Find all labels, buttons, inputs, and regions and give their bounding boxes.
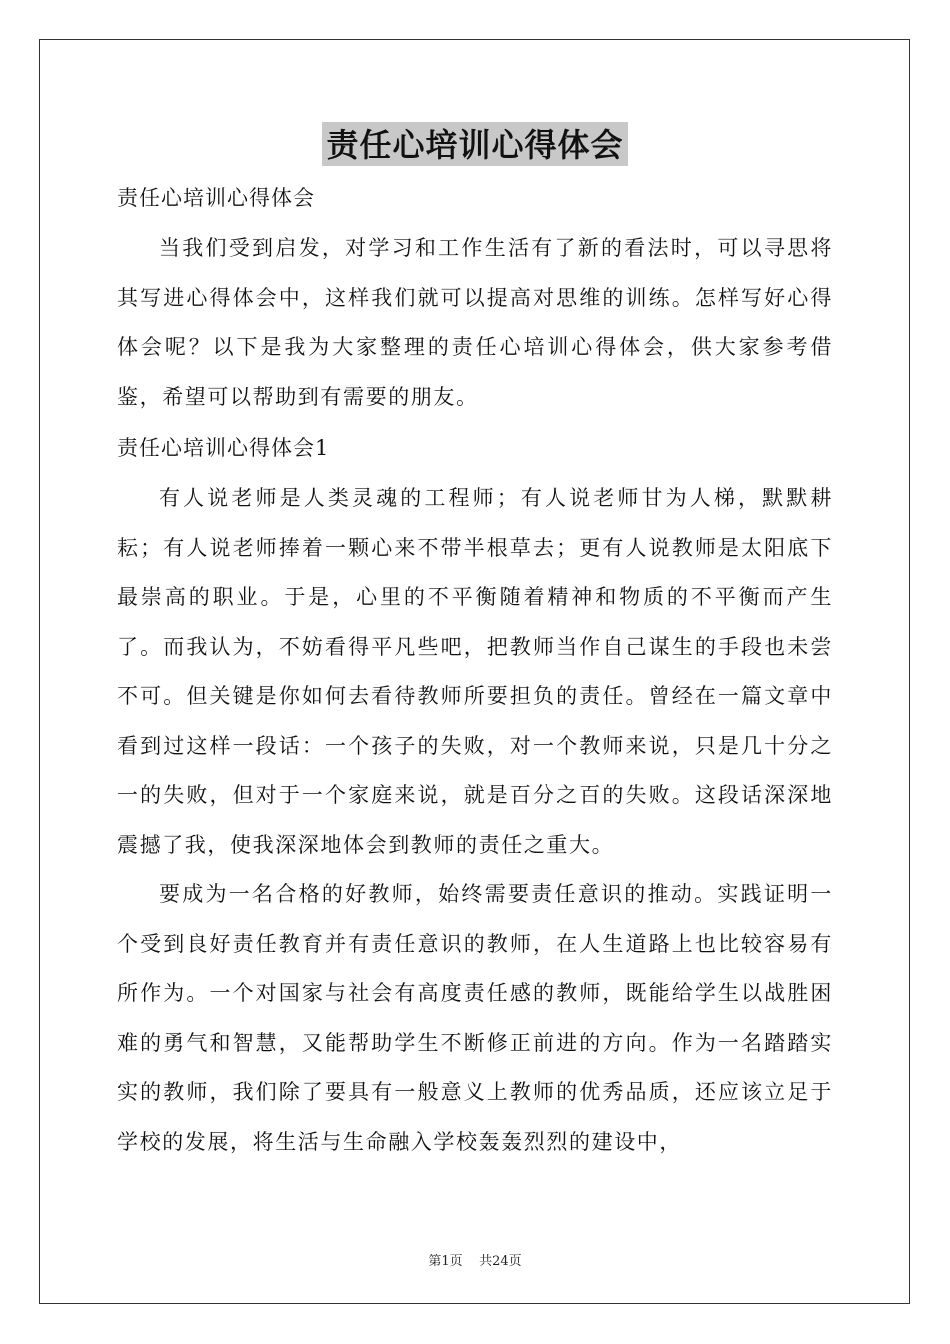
page-total: 共24页	[479, 1254, 522, 1269]
page-footer	[0, 1250, 950, 1269]
title-block	[117, 122, 833, 172]
document-subtitle: 责任心培训心得体会	[117, 186, 315, 210]
document-body	[117, 122, 833, 1167]
section-heading: 责任心培训心得体会1	[117, 436, 330, 460]
document-title: 责任心培训心得体会	[322, 122, 627, 166]
intro-paragraph: 当我们受到启发，对学习和工作生活有了新的看法时，可以寻思将其写进心得体会中，这样我们就可以提高对思维的训练。怎样写好心得体会呢？以下是我为大家整理的责任心培训心得体会，供大家参考借鉴，希望可以帮助到有需要的朋友。	[117, 236, 833, 409]
page-number: 第1页	[428, 1254, 463, 1269]
body-paragraph-1: 有人说老师是人类灵魂的工程师；有人说老师甘为人梯，默默耕耘；有人说老师捧着一颗心来不带半根草去；更有人说教师是太阳底下最崇高的职业。于是，心里的不平衡随着精神和物质的不平衡而产生了。而我认为，不妨看得平凡些吧，把教师当作自己谋生的手段也未尝不可。但关键是你如何去看待教师所要担负的责任。曾经在一篇文章中看到过这样一段话：一个孩子的失败，对一个教师来说，只是几十分之一的失败，但对于一个家庭来说，就是百分之百的失败。这段话深深地震撼了我，使我深深地体会到教师的责任之重大。	[117, 486, 833, 857]
body-paragraph-2: 要成为一名合格的好教师，始终需要责任意识的推动。实践证明一个受到良好责任教育并有责任意识的教师，在人生道路上也比较容易有所作为。一个对国家与社会有高度责任感的教师，既能给学生以战胜困难的勇气和智慧，又能帮助学生不断修正前进的方向。作为一名踏踏实实的教师，我们除了要具有一般意义上教师的优秀品质，还应该立足于学校的发展，将生活与生命融入学校轰轰烈烈的建设中，	[117, 882, 833, 1154]
